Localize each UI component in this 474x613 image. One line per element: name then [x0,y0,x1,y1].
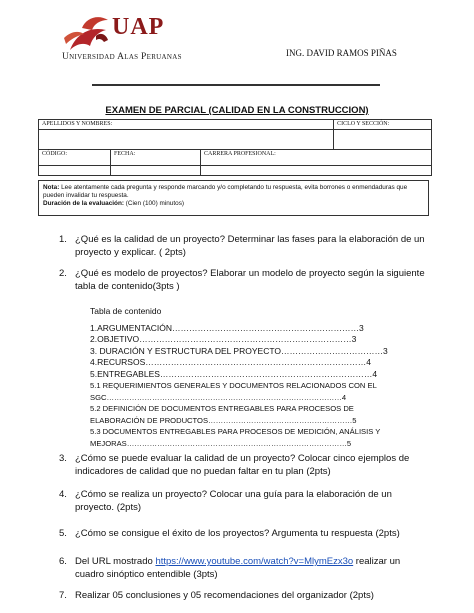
career-field[interactable] [201,166,432,176]
question-text: ¿Qué es la calidad de un proyecto? Determinar las fases para la elaboración de un proyecto y explicar. ( 2pts) [75,234,425,258]
question-number: 6. [59,556,67,567]
question-1 [59,233,425,259]
surnames-field[interactable] [39,130,334,150]
question-7 [59,589,425,602]
question-2 [59,267,425,293]
toc-row: MEJORAS……………………………………………………………………………5 [90,438,352,448]
date-label: FECHA: [111,150,201,166]
surnames-label: APELLIDOS Y NOMBRES: [39,120,334,130]
question-6 [59,555,425,581]
cycle-field[interactable] [334,130,432,150]
toc-heading: Tabla de contenido [90,306,162,316]
note-box [38,180,429,216]
question-number: 7. [59,590,67,601]
question-text: ¿Cómo se puede evaluar la calidad de un proyecto? Colocar cinco ejemplos de indicadores de calidad que no puedan faltar en tu plan (2pts) [75,453,410,477]
duration-value: (Cien (100) minutos) [125,200,185,207]
career-label: CARRERA PROFESIONAL: [201,150,432,166]
toc-row: 4.RECURSOS……………………………………………………………………4 [90,357,371,367]
toc-row: 1.ARGUMENTACIÓN…………………………………………………………3 [90,322,364,333]
toc-row: 5.2 DEFINICIÓN DE DOCUMENTOS ENTREGABLES PARA PROCESOS DE [90,404,354,413]
code-field[interactable] [39,166,111,176]
question-5 [59,527,425,540]
toc-row: SGC…………………………………………………………………………………4 [90,392,347,402]
author-name: ING. DAVID RAMOS PIÑAS [286,48,397,58]
question-text: ¿Cómo se realiza un proyecto? Colocar una guía para la elaboración de un proyecto. (2pts) [75,489,392,513]
question-text: ¿Cómo se consigue el éxito de los proyectos? Argumenta tu respuesta (2pts) [75,528,400,539]
question-text-after: realizar un cuadro sinóptico entendible (3pts) [75,556,401,580]
question-text: Realizar 05 conclusiones y 05 recomendaciones del organizador (2pts) [75,590,374,601]
duration-label: Duración de la evaluación: [43,200,124,207]
header-divider [92,84,380,86]
table-of-contents [90,306,420,449]
student-info-table [38,119,432,176]
university-name: Universidad Alas Peruanas [62,52,182,62]
note-label: Nota: [43,184,60,191]
question-number: 5. [59,528,67,539]
note-text: Lee atentamente cada pregunta y responde marcando y/o completando tu respuesta, evita borrones o enmendaduras que pueden invalidar tu respuesta. [43,184,408,199]
toc-row: ELABORACIÓN DE PRODUCTOS…………………………………………………5 [90,415,357,425]
toc-row: 3. DURACIÓN Y ESTRUCTURA DEL PROYECTO………………………………3 [90,345,388,356]
cycle-label: CICLO Y SECCIÓN: [334,120,432,130]
question-4 [59,488,425,514]
toc-row: 5.ENTREGABLES…………………………………………………………………4 [90,368,378,379]
toc-row: 5.1 REQUERIMIENTOS GENERALES Y DOCUMENTOS RELACIONADOS CON EL [90,381,377,390]
toc-row: 5.3 DOCUMENTOS ENTREGABLES PARA PROCESOS DE MEDICIÓN, ANÁLISIS Y [90,427,381,436]
toc-row: 2.OBJETIVO…………………………………………………………………3 [90,334,357,344]
exam-title: EXAMEN DE PARCIAL (CALIDAD EN LA CONSTRUCCION) [105,105,369,116]
question-text: ¿Qué es modelo de proyectos? Elaborar un modelo de proyecto según la siguiente tabla de contenido(3pts ) [75,268,425,292]
logo-text: UAP [112,14,165,40]
code-label: CÓDIGO: [39,150,111,166]
question-3 [59,452,425,478]
date-field[interactable] [111,166,201,176]
question-number: 4. [59,489,67,500]
question-number: 1. [59,234,67,245]
question-text-before: Del URL mostrado [75,556,156,567]
question-number: 3. [59,453,67,464]
question-number: 2. [59,268,67,279]
youtube-link[interactable]: https://www.youtube.com/watch?v=MlymEzx3o [155,556,354,567]
